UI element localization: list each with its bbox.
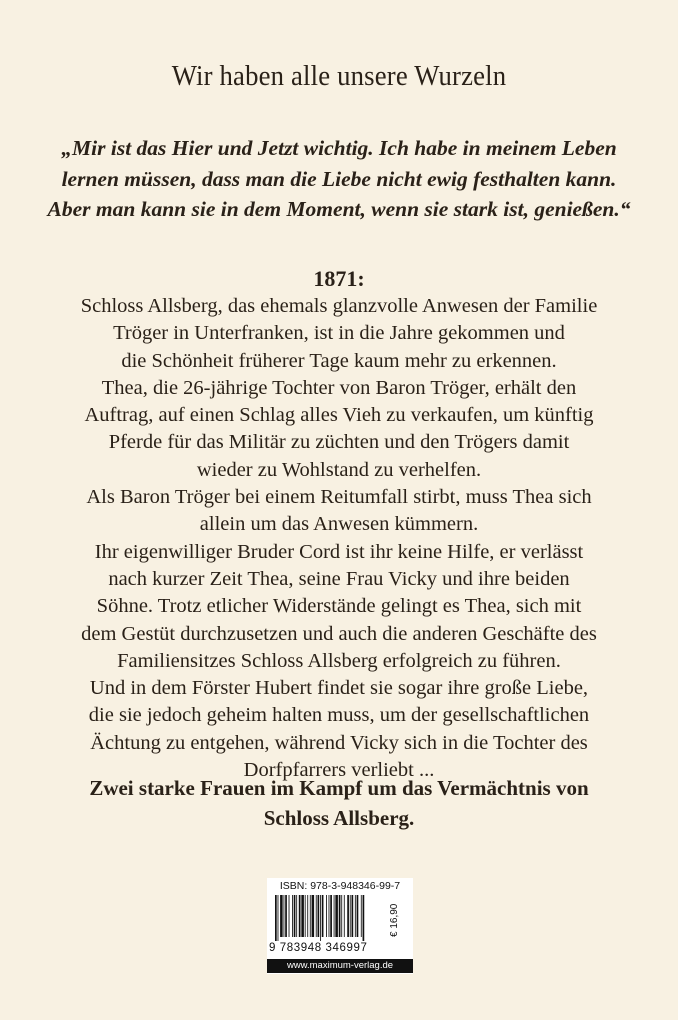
- barcode-stripe: [363, 895, 365, 941]
- barcode-stripe: [312, 895, 315, 937]
- barcode-stripe: [289, 895, 290, 937]
- barcode-stripe: [285, 895, 287, 937]
- barcode-stripe: [326, 895, 327, 937]
- synopsis-line: die Schönheit früherer Tage kaum mehr zu erkennen.: [121, 349, 557, 372]
- barcode-stripe: [296, 895, 297, 937]
- barcode-stripe: [292, 895, 293, 937]
- synopsis-line: Dorfpfarrers verliebt ...: [243, 759, 435, 782]
- barcode-stripe: [357, 895, 359, 937]
- barcode-stripe: [361, 895, 362, 937]
- synopsis-line: Pferde für das Militär zu züchten und den Trögers damit: [108, 431, 570, 454]
- barcode-stripe: [294, 895, 296, 937]
- barcode-stripe: [339, 895, 341, 937]
- tagline-line: Zwei starke Frauen im Kampf um das Vermächtnis von: [89, 776, 589, 800]
- barcode-stripe: [284, 895, 285, 937]
- barcode-stripe: [299, 895, 301, 937]
- barcode-stripe: [322, 895, 324, 937]
- barcode-graphic: [275, 895, 387, 941]
- barcode-stripe: [334, 895, 335, 937]
- year-heading: 1871:: [313, 266, 365, 291]
- synopsis-line: Ächtung zu entgehen, während Vicky sich in die Tochter des: [90, 731, 588, 754]
- barcode-stripe: [310, 895, 311, 937]
- barcode-stripe: [278, 895, 279, 941]
- barcode-stripe: [355, 895, 356, 937]
- barcode-stripe: [341, 895, 342, 937]
- synopsis-line: die sie jedoch geheim halten muss, um der gesellschaftlichen: [88, 704, 590, 727]
- barcode-stripe: [316, 895, 317, 937]
- synopsis-line: dem Gestüt durchzusetzen und auch die anderen Geschäfte des: [81, 622, 597, 645]
- barcode-stripe: [275, 895, 277, 941]
- quote-line: lernen müssen, dass man die Liebe nicht ewig festhalten kann.: [61, 166, 617, 191]
- quote-line: „Mir ist das Hier und Jetzt wichtig. Ich habe in meinem Leben: [61, 136, 617, 160]
- barcode-stripe: [344, 895, 345, 937]
- barcode-stripe: [280, 895, 283, 937]
- quote-block: [0, 133, 678, 225]
- back-cover-title: Wir haben alle unsere Wurzeln: [171, 60, 507, 92]
- barcode-digits: 9 783948 346997: [269, 942, 368, 954]
- barcode-box: [267, 878, 413, 974]
- synopsis-text: [0, 293, 678, 784]
- barcode-stripe: [320, 895, 321, 941]
- barcode-bars: [275, 895, 387, 941]
- synopsis-line: Familiensitzes Schloss Allsberg erfolgreich zu führen.: [117, 649, 561, 672]
- barcode-stripe: [301, 895, 304, 937]
- barcode-stripe: [330, 895, 332, 937]
- synopsis-line: nach kurzer Zeit Thea, seine Frau Vicky und ihre beiden: [108, 567, 570, 590]
- barcode-stripe: [305, 895, 306, 937]
- barcode-stripe: [347, 895, 349, 937]
- synopsis-line: allein um das Anwesen kümmern.: [199, 513, 479, 536]
- isbn-label: ISBN: 978-3-948346-99-7: [279, 880, 401, 892]
- synopsis-line: Als Baron Tröger bei einem Reitumfall stirbt, muss Thea sich: [86, 486, 592, 509]
- synopsis-line: Auftrag, auf einen Schlag alles Vieh zu verkaufen, um künftig: [84, 404, 594, 427]
- synopsis-line: Söhne. Trotz etlicher Widerstände gelingt es Thea, sich mit: [96, 595, 582, 618]
- synopsis-line: wieder zu Wohlstand zu verhelfen.: [196, 458, 482, 481]
- synopsis-line: Schloss Allsberg, das ehemals glanzvolle Anwesen der Familie: [80, 295, 598, 317]
- barcode-stripe: [329, 895, 330, 937]
- barcode-stripe: [318, 895, 320, 937]
- barcode-stripe: [307, 895, 308, 937]
- barcode-stripe: [335, 895, 338, 937]
- tagline-line: Schloss Allsberg.: [263, 806, 415, 830]
- publisher-url: www.maximum-verlag.de: [267, 959, 413, 973]
- price-label: € 16,90: [389, 903, 400, 937]
- synopsis-line: Tröger in Unterfranken, ist in die Jahre gekommen und: [113, 322, 565, 345]
- synopsis-line: Und in dem Förster Hubert findet sie sogar ihre große Liebe,: [89, 677, 589, 700]
- quote-line: Aber man kann sie in dem Moment, wenn sie stark ist, genießen.“: [47, 197, 631, 221]
- barcode-stripe: [352, 895, 354, 937]
- barcode-stripe: [350, 895, 351, 937]
- tagline: [0, 773, 678, 833]
- synopsis-line: Thea, die 26-jährige Tochter von Baron Tröger, erhält den: [101, 376, 577, 399]
- synopsis-line: Ihr eigenwilliger Bruder Cord ist ihr keine Hilfe, er verlässt: [94, 540, 584, 563]
